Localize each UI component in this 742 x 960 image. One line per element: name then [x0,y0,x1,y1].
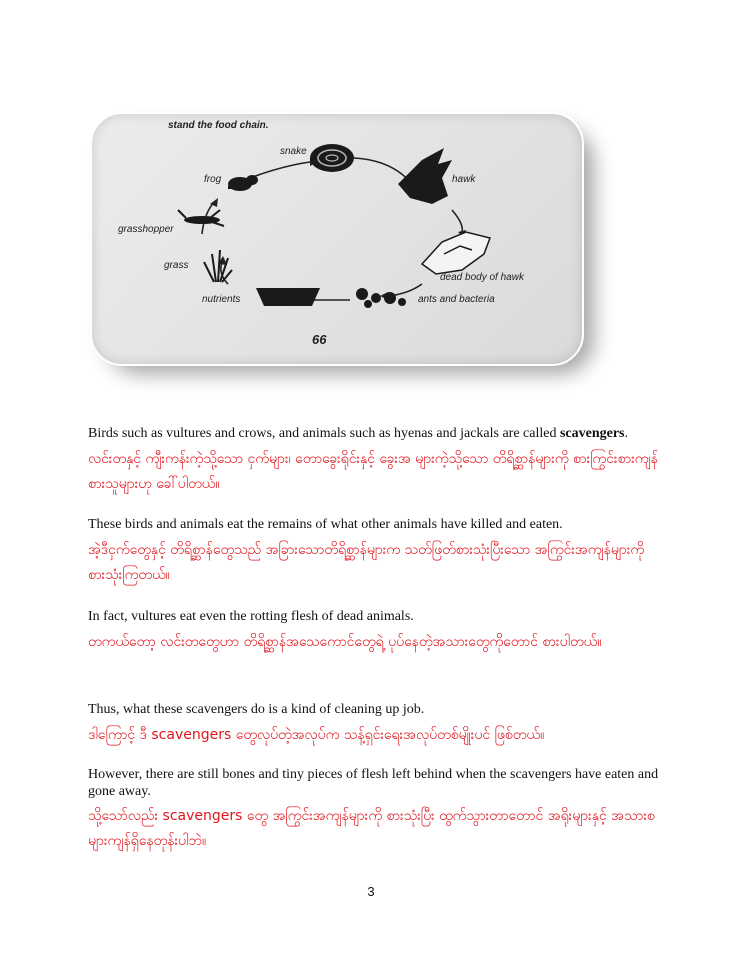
label-nutrients: nutrients [202,294,241,305]
paragraph-1-period: . [624,426,629,441]
figure-page-number: 66 [312,332,327,347]
label-hawk: hawk [452,174,476,185]
ants-illustration [356,288,406,308]
scavengers-term: scavengers [559,426,625,441]
paragraph-1-english [88,425,660,442]
paragraph-3-english: In fact, vultures eat even the rotting flesh of dead animals. [88,609,414,624]
food-chain-figure [90,112,584,366]
label-grass: grass [164,260,189,271]
grass-illustration [204,250,232,282]
paragraph-2-english: These birds and animals eat the remains of what other animals have killed and eaten. [88,517,563,532]
label-snake: snake [280,146,307,157]
paragraph-1-burmese: လင်းတနှင့် ကျီးကန်းကဲ့သို့သော ငှက်များ၊ တောခွေးရိုင်းနှင့် ခွေးအ များကဲ့သို့သော တိရိစ္ဆာန်များကို စားကြွင်းစားကျန်စားသူများဟု ခေါ်ပါတယ်။ [88,451,658,492]
label-grasshopper: grasshopper [118,224,174,235]
paragraph-1-text: Birds such as vultures and crows, and animals such as hyenas and jackals are called [88,426,560,441]
hawk-illustration [398,148,452,204]
nutrients-illustration [256,288,320,306]
frog-illustration [228,175,258,191]
paragraph-4-english: Thus, what these scavengers do is a kind of cleaning up job. [88,702,425,717]
snake-illustration [310,144,354,172]
paragraph-2-burmese: အဲ့ဒီငှက်တွေနှင့် တိရိစ္ဆာန်တွေသည် အခြားသောတိရိစ္ဆာန်များက သတ်ဖြတ်စားသုံးပြီးသော အကြွင်းအကျန်များကို စားသုံးကြတယ်။ [88,542,645,583]
paragraph-5-burmese: သို့သော်လည်း scavengers တွေ အကြွင်းအကျန်များကို စားသုံးပြီး ထွက်သွားတာတောင် အရိုးများနှင့် အသားစများကျန်ရှိနေတုန်းပါဘဲ။ [88,808,655,849]
label-frog: frog [204,174,222,185]
label-dead-body: dead body of hawk [440,272,524,283]
dead-hawk-illustration [422,232,490,274]
grasshopper-illustration [178,210,224,226]
paragraph-4-burmese: ဒါကြောင့် ဒီ scavengers တွေလုပ်တဲ့အလုပ်က သန့်ရှင်းရေးအလုပ်တစ်မျိုးပင် ဖြစ်တယ်။ [88,727,545,743]
food-chain-diagram [92,114,582,364]
arrow-frog-snake [250,162,310,178]
page-number: 3 [367,884,375,899]
figure-caption: stand the food chain. [168,120,269,131]
paragraph-3-burmese: တကယ်တော့ လင်းတတွေဟာ တိရိစ္ဆာန်အသေကောင်တွေရဲ့ ပုပ်နေတဲ့အသားတွေကိုတောင် စားပါတယ်။ [88,634,602,650]
label-ants-bacteria: ants and bacteria [418,294,495,305]
arrow-hawk-deadbody [452,210,462,232]
paragraph-5-english: However, there are still bones and tiny pieces of flesh left behind when the scavengers have eaten and gone away. [88,767,659,799]
